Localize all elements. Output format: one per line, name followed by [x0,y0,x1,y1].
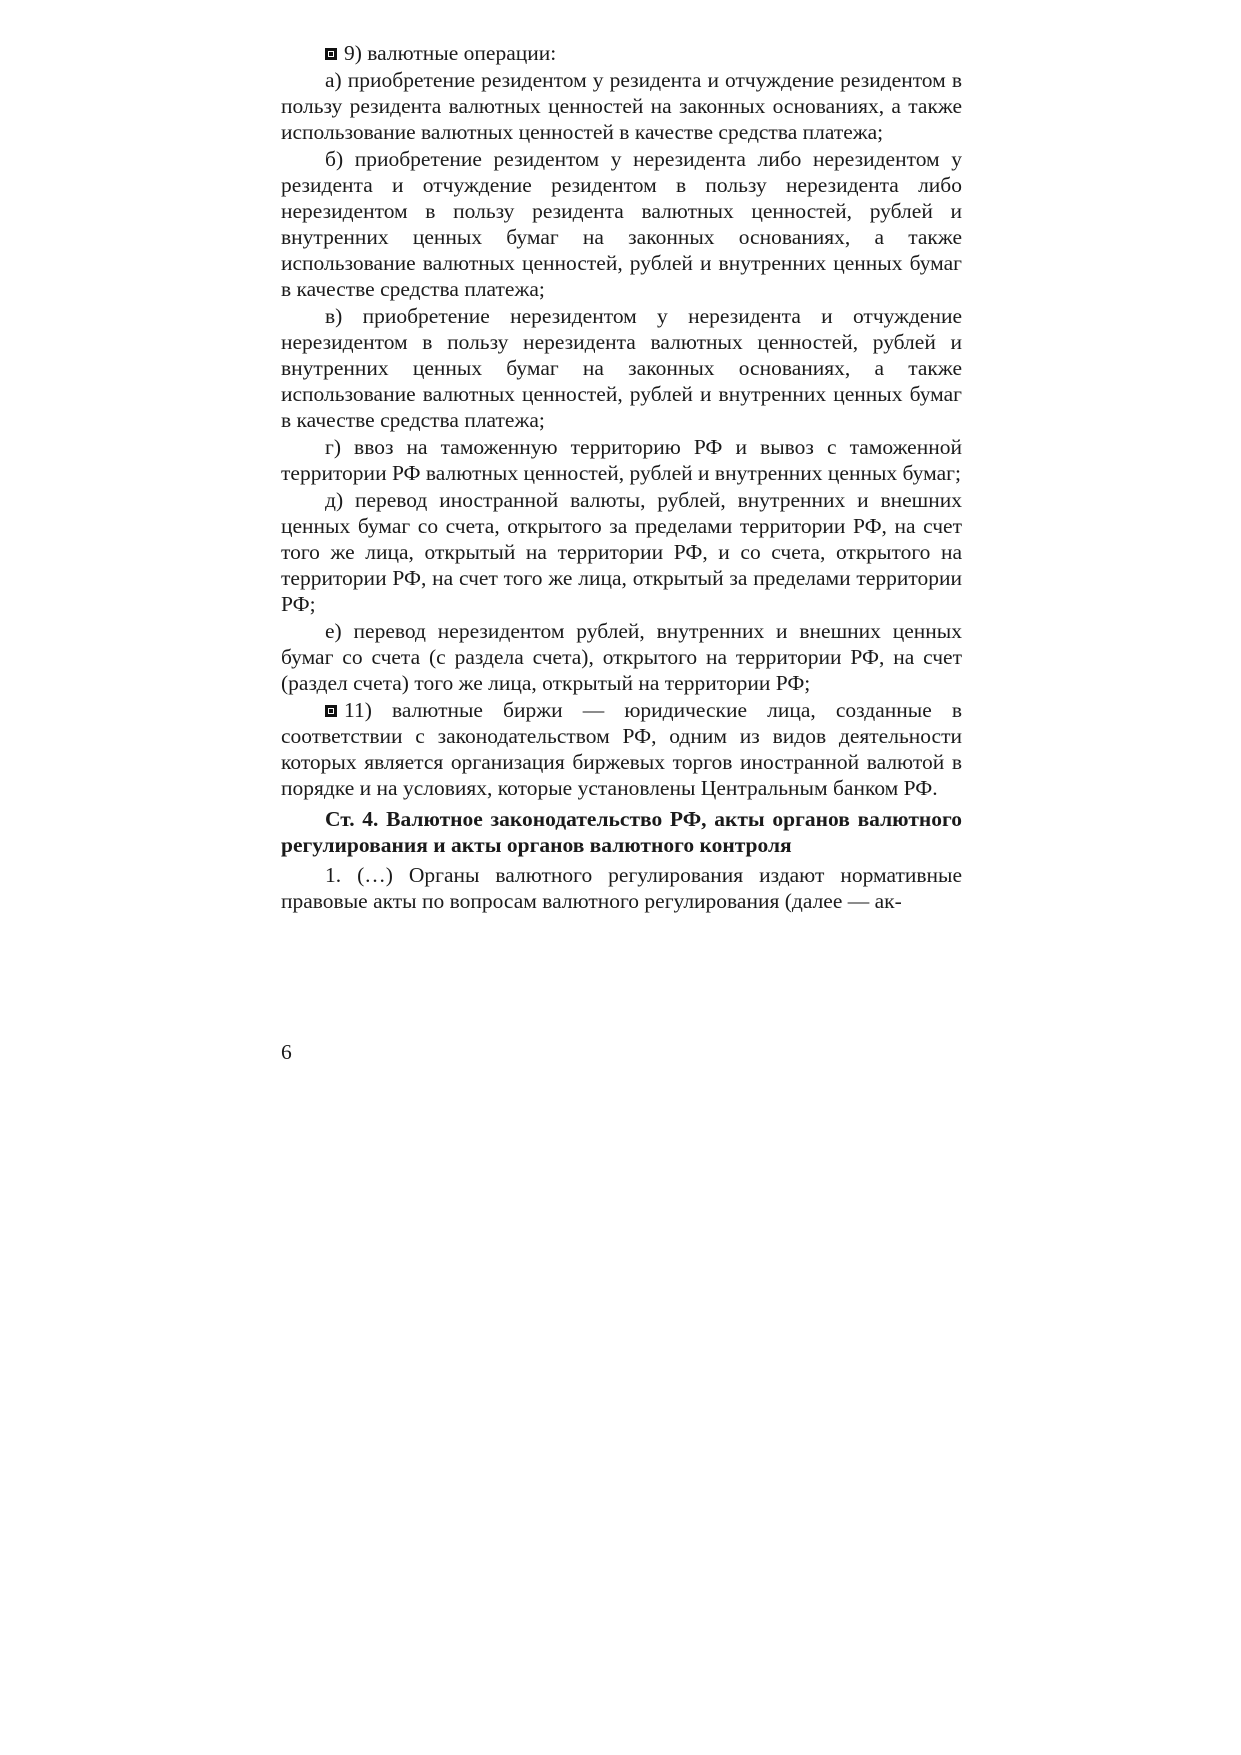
item-d-paragraph: д) перевод иностранной валюты, рублей, внутренних и внешних ценных бумаг со счета, открытого за пределами территории РФ, на счет того же лица, открытый на территории РФ, и со счета, открытого на территории РФ, на счет того же лица, открытый за пределами территории РФ; [281,488,962,616]
item-9-text: 9) валютные операции: [344,41,557,65]
square-bullet-icon [325,705,337,717]
item-9-paragraph [281,40,962,66]
item-v-paragraph: в) приобретение нерезидентом у нерезидента и отчуждение нерезидентом в пользу нерезидента валютных ценностей, рублей и внутренних ценных бумаг на законных основаниях, а также использование валютных ценностей, рублей и внутренних ценных бумаг в качестве средства платежа; [281,304,962,432]
document-page [281,40,962,915]
article-heading: Ст. 4. Валютное законодательство РФ, акты органов валютного регулирования и акты органов валютного контроля [281,807,962,857]
page-number: 6 [281,1040,292,1064]
square-bullet-icon [325,48,337,60]
item-g-paragraph: г) ввоз на таможенную территорию РФ и вывоз с таможенной территории РФ валютных ценностей, рублей и внутренних ценных бумаг; [281,435,962,485]
item-11-text: 11) валютные биржи — юридические лица, созданные в соответствии с законодательством РФ, одним из видов деятельности которых является организация биржевых торгов иностранной валютой в порядке и на условиях, которые установлены Центральным банком РФ. [281,698,962,800]
item-e-paragraph: е) перевод нерезидентом рублей, внутренних и внешних ценных бумаг со счета (с раздела счета), открытого на территории РФ, на счет (раздел счета) того же лица, открытый на территории РФ; [281,619,962,695]
closing-paragraph: 1. (…) Органы валютного регулирования издают нормативные правовые акты по вопросам валютного регулирования (далее — ак- [281,863,962,913]
item-11-paragraph [281,697,962,801]
item-a-paragraph: а) приобретение резидентом у резидента и отчуждение резидентом в пользу резидента валютных ценностей на законных основаниях, а также использование валютных ценностей в качестве средства платежа; [281,68,962,144]
item-b-paragraph: б) приобретение резидентом у нерезидента либо нерезидентом у резидента и отчуждение резидентом в пользу нерезидента либо нерезидентом в пользу резидента валютных ценностей, рублей и внутренних ценных бумаг на законных основаниях, а также использование валютных ценностей, рублей и внутренних ценных бумаг в качестве средства платежа; [281,147,962,301]
